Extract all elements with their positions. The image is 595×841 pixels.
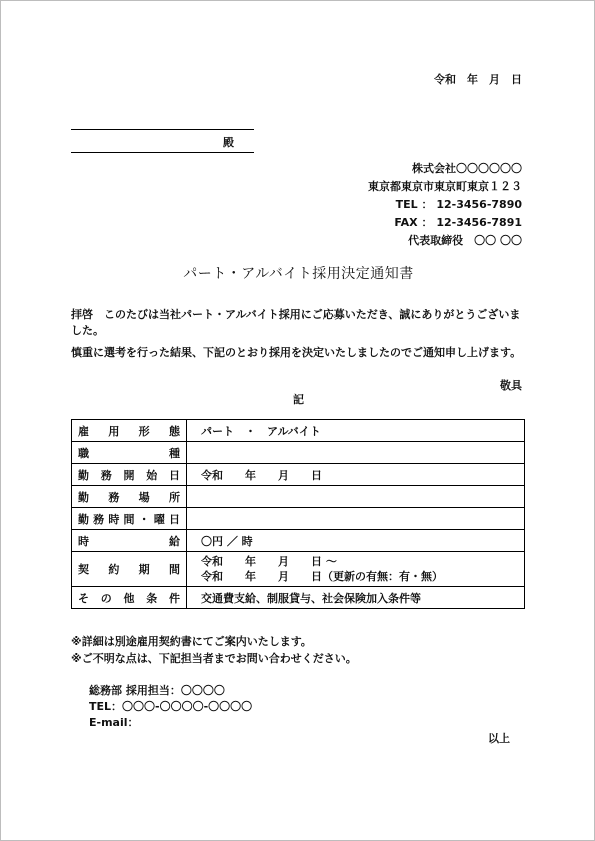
end-mark: 以上 xyxy=(488,732,510,745)
row-value: パート ・ アルバイト xyxy=(187,420,525,442)
row-value: 令和 年 月 日 xyxy=(187,464,525,486)
contact-person: 総務部 採用担当：〇〇〇〇 xyxy=(89,684,225,697)
row-label: 勤務開始日 xyxy=(78,468,180,482)
sender-fax: FAX ： 12-3456-7891 xyxy=(394,216,522,229)
letter-body xyxy=(71,307,525,367)
employment-details-table xyxy=(71,419,525,609)
issue-date: 令和 年 月 日 xyxy=(434,73,522,86)
contact-tel: TEL：〇〇〇-〇〇〇〇-〇〇〇〇 xyxy=(89,700,253,713)
sender-tel: TEL ： 12-3456-7890 xyxy=(395,198,522,211)
row-label: 時給 xyxy=(78,534,180,548)
contact-email: E-mail： xyxy=(89,716,139,729)
table-row xyxy=(72,420,525,442)
ki-heading: 記 xyxy=(293,393,304,406)
greeting-paragraph: 拝啓 このたびは当社パート・アルバイト採用にご応募いただき、誠にありがとうございました。 xyxy=(71,308,521,337)
closing-word: 敬具 xyxy=(500,379,522,392)
row-label: 雇用形態 xyxy=(78,424,180,438)
row-value: 〇円 ／ 時 xyxy=(187,530,525,552)
recipient-honorific: 殿 xyxy=(223,136,234,149)
row-value xyxy=(187,508,525,530)
note-line: ※詳細は別途雇用契約書にてご案内いたします。 xyxy=(71,635,312,648)
table-row xyxy=(72,464,525,486)
table-row xyxy=(72,552,525,587)
recipient-field xyxy=(71,129,254,153)
table-row xyxy=(72,587,525,609)
table-row xyxy=(72,486,525,508)
sender-company: 株式会社〇〇〇〇〇〇 xyxy=(412,162,522,175)
row-value xyxy=(187,442,525,464)
contract-start: 令和 年 月 日 ～ xyxy=(201,555,337,568)
table-row xyxy=(72,530,525,552)
table-row xyxy=(72,508,525,530)
sender-representative: 代表取締役 〇〇 〇〇 xyxy=(408,234,522,247)
notes-block xyxy=(71,633,357,667)
note-line: ※ご不明な点は、下記担当者までお問い合わせください。 xyxy=(71,652,357,665)
contract-end: 令和 年 月 日（更新の有無：有・無） xyxy=(201,570,443,583)
row-label: 勤務場所 xyxy=(78,490,180,504)
table-row xyxy=(72,442,525,464)
row-label: 契約期間 xyxy=(78,563,180,576)
sender-address: 東京都東京市東京町東京１２３ xyxy=(368,180,522,193)
row-value: 交通費支給、制服貸与、社会保険加入条件等 xyxy=(187,587,525,609)
row-label: 職種 xyxy=(78,446,180,460)
decision-paragraph: 慎重に選考を行った結果、下記のとおり採用を決定いたしましたのでご通知申し上げます。 xyxy=(71,346,522,359)
contact-block xyxy=(89,683,252,731)
document-title: パート・アルバイト採用決定通知書 xyxy=(183,266,414,282)
sender-block xyxy=(368,160,522,250)
row-label: その他条件 xyxy=(78,591,180,605)
row-value xyxy=(187,486,525,508)
row-label: 勤務時間・曜日 xyxy=(78,512,180,526)
contract-period-value xyxy=(187,552,525,587)
